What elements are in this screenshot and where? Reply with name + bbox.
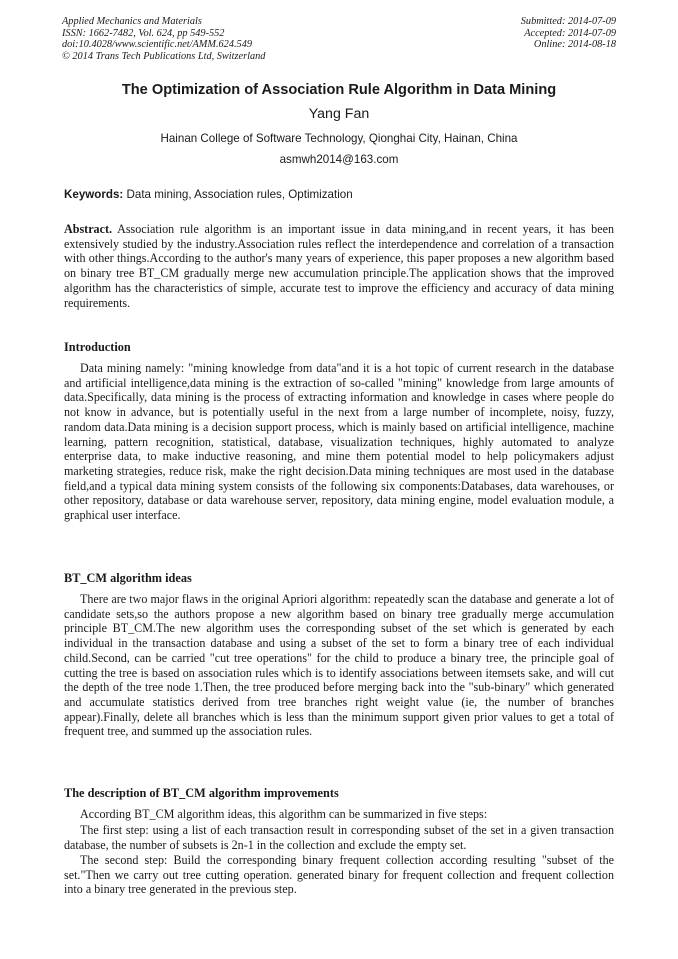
- journal-copyright: © 2014 Trans Tech Publications Ltd, Switzerland: [62, 50, 266, 62]
- section-heading-introduction: Introduction: [64, 340, 131, 354]
- journal-issn: ISSN: 1662-7482, Vol. 624, pp 549-552: [62, 27, 225, 39]
- submitted-date: Submitted: 2014-07-09: [520, 16, 616, 27]
- paper-title: The Optimization of Association Rule Algorithm in Data Mining: [121, 82, 557, 98]
- publication-dates: [521, 16, 616, 51]
- keywords-text: Data mining, Association rules, Optimization: [126, 188, 353, 201]
- accepted-date: Accepted: 2014-07-09: [524, 27, 616, 39]
- author-email: asmwh2014@163.com: [279, 153, 399, 166]
- journal-doi: doi:10.4028/www.scientific.net/AMM.624.549: [62, 39, 252, 51]
- journal-name: Applied Mechanics and Materials: [62, 16, 202, 27]
- bt-cm-step-one: The first step: using a list of each transaction result in corresponding subset of the set in a given transaction database, the number of subsets is 2n-1 in the collection and exclude the empty set.: [64, 823, 614, 852]
- abstract-text: Association rule algorithm is an important issue in data mining,and in recent years, it has been extensively studied by the industry.Association rules reflect the interdependence and correlation of a transaction with other things.According to the author's many years of experience, this paper proposes a new algorithm based on binary tree BT_CM gradually merge new accumulation principle.The application shows that the improved algorithm has the characteristics of simple, accurate test to improve the efficiency and accuracy of data mining requirements.: [64, 222, 614, 310]
- author-affiliation: Hainan College of Software Technology, Qionghai City, Hainan, China: [160, 132, 518, 145]
- online-date: Online: 2014-08-18: [533, 39, 616, 51]
- section-heading-bt-cm-ideas: BT_CM algorithm ideas: [64, 571, 192, 585]
- bt-cm-ideas-paragraph: There are two major flaws in the original Apriori algorithm: repeatedly scan the database and generate a lot of candidate sets,so the authors propose a new algorithm based on binary tree gradually merge accumulation principle BT_CM.The new algorithm uses the corresponding subset of the set which is generated by each individual in the transaction database and using a subset of the set to form a binary tree of each individual child.Second, can be carried "cut tree operations" for the child to produce a binary tree, the principle goal of cutting the tree is based on association rules which is to identify associations between itemsets sake, and will cut the depth of the tree node 1.Then, the tree produced before merging back into the "sub-binary" which generated and accumulate statistics derived from tree branches right weight value (ie, the number of branches appear).Finally, delete all branches which is less than the minimum support given prior values to get a total of frequent tree, and summed up the association rules.: [64, 592, 614, 739]
- section-heading-bt-cm-description: The description of BT_CM algorithm improvements: [64, 786, 339, 800]
- abstract-label: Abstract.: [64, 222, 113, 236]
- abstract: [64, 222, 614, 310]
- keywords-label: Keywords:: [64, 188, 124, 201]
- bt-cm-step-two: The second step: Build the corresponding binary frequent collection according resulting "subset of the set."Then we carry out tree cutting operation. generated binary for frequent collection and frequent collection into a binary tree generated in the previous step.: [64, 853, 614, 897]
- bt-cm-description-intro: According BT_CM algorithm ideas, this algorithm can be summarized in five steps:: [80, 807, 488, 821]
- journal-info: [62, 16, 265, 62]
- author-name: Yang Fan: [308, 106, 370, 122]
- keywords: [64, 188, 614, 201]
- introduction-paragraph: Data mining namely: "mining knowledge from data"and it is a hot topic of current research in the database and artificial intelligence,data mining is the extraction of so-called "mining" knowledge from large amounts of data.Specifically, data mining is the process of extracting information and knowledge in cases where people do not know in advance, but is potentially useful in the next from a large number of incomplete, noisy, fuzzy, random data.Data mining is a decision support process, which is mainly based on artificial intelligence, machine learning, pattern recognition, statistical, database, visualization techniques, highly automated to analyze enterprise data, to make inductive reasoning, and mine them potential model to help policymakers adjust marketing strategies, reduce risk, make the right decision.Data mining techniques are most used in the database field,and a typical data mining system consists of the following six components:Databases, data warehouses, or other repository, database or data warehouse server, repository, data mining engine, model evaluation module, a graphical user interface.: [64, 361, 614, 523]
